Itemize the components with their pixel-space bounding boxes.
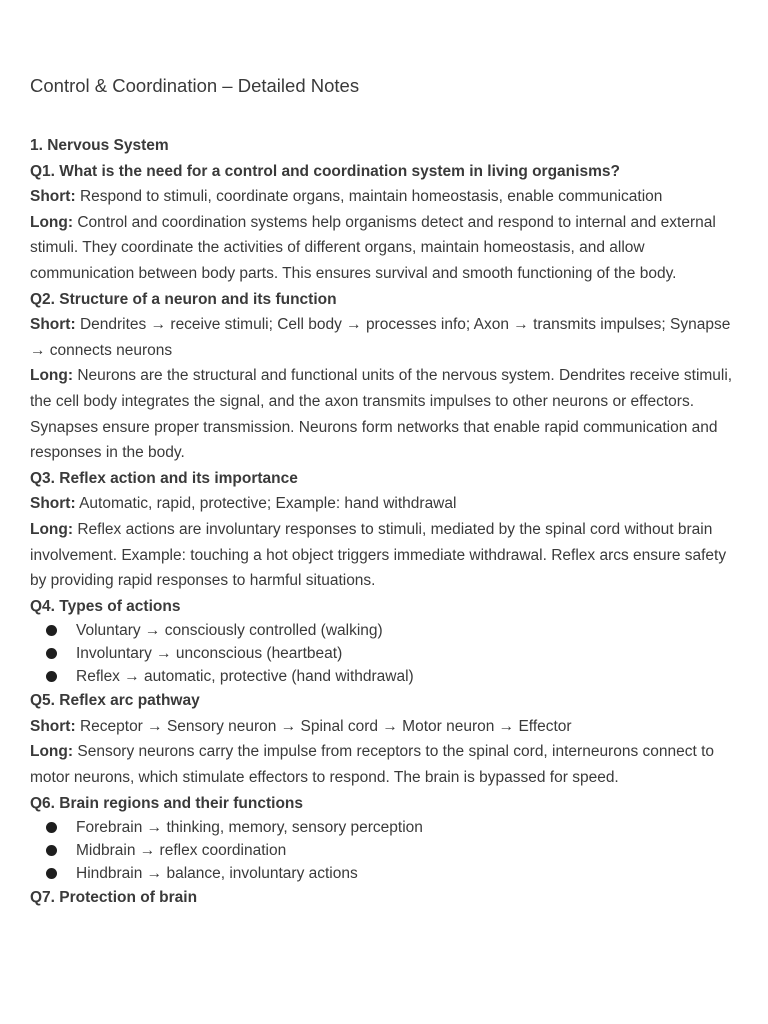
long-text: Neurons are the structural and functional units of the nervous system. Dendrites receive stimuli, the cell body integrates the signal, and the axon transmits impulses to other neurons or effectors. Synapses ensure proper transmission. Neurons form networks that enable rapid communication and responses in the body. (30, 367, 733, 462)
short-answer-q2 (30, 312, 738, 363)
list-item (46, 839, 738, 862)
action-types-list (30, 619, 738, 688)
question-q7: Q7. Protection of brain (30, 889, 198, 907)
question-q6: Q6. Brain regions and their functions (30, 794, 304, 812)
bullet-icon (46, 625, 57, 636)
long-text: Reflex actions are involuntary responses to stimuli, mediated by the spinal cord without brain involvement. Example: touching a hot object triggers immediate withdrawal. Reflex arcs ensure safety by providing rapid responses to harmful situations. (30, 520, 727, 590)
long-text: Sensory neurons carry the impulse from receptors to the spinal cord, interneurons connect to motor neurons, which stimulate effectors to respond. The brain is bypassed for speed. (30, 743, 715, 787)
long-label: Long: (30, 213, 74, 231)
short-label: Short: (30, 717, 76, 735)
question-q1: Q1. What is the need for a control and coordination system in living organisms? (30, 162, 620, 180)
short-text: Receptor → Sensory neuron → Spinal cord → Motor neuron → Effector (79, 717, 572, 735)
short-text: Automatic, rapid, protective; Example: hand withdrawal (79, 495, 457, 513)
list-item-text: Forebrain → thinking, memory, sensory perception (76, 819, 423, 837)
page-title: Control & Coordination – Detailed Notes (30, 75, 360, 96)
short-answer-q1 (30, 184, 738, 210)
list-item (46, 665, 738, 688)
list-item-text: Reflex → automatic, protective (hand withdrawal) (76, 668, 414, 686)
bullet-icon (46, 868, 57, 879)
bullet-icon (46, 845, 57, 856)
list-item (46, 816, 738, 839)
question-q3: Q3. Reflex action and its importance (30, 469, 298, 487)
section-heading: 1. Nervous System (30, 137, 169, 154)
short-label: Short: (30, 188, 76, 206)
long-text: Control and coordination systems help organisms detect and respond to internal and external stimuli. They coordinate the activities of different organs, maintain homeostasis, and allow communication between body parts. This ensures survival and smooth functioning of the body. (30, 213, 716, 282)
list-item-text: Involuntary → unconscious (heartbeat) (76, 645, 343, 663)
bullet-icon (46, 671, 57, 682)
list-item-text: Hindbrain → balance, involuntary actions (76, 865, 358, 883)
question-q2: Q2. Structure of a neuron and its function (30, 290, 337, 308)
long-answer-q2 (30, 363, 738, 465)
long-label: Long: (30, 743, 74, 761)
question-q5: Q5. Reflex arc pathway (30, 692, 200, 710)
short-answer-q3 (30, 491, 738, 517)
long-label: Long: (30, 367, 74, 385)
long-answer-q5 (30, 739, 738, 790)
short-text: Dendrites → receive stimuli; Cell body → processes info; Axon → transmits impulses; Synapse → connects neurons (30, 316, 731, 359)
bullet-icon (46, 822, 57, 833)
short-answer-q5 (30, 714, 738, 740)
list-item-text: Midbrain → reflex coordination (76, 842, 287, 860)
bullet-icon (46, 648, 57, 659)
list-item-text: Voluntary → consciously controlled (walking) (76, 622, 383, 640)
list-item (46, 619, 738, 642)
short-text: Respond to stimuli, coordinate organs, maintain homeostasis, enable communication (79, 188, 663, 206)
short-label: Short: (30, 495, 76, 513)
list-item (46, 642, 738, 665)
brain-regions-list (30, 816, 738, 885)
long-answer-q3 (30, 517, 738, 594)
list-item (46, 862, 738, 885)
long-label: Long: (30, 520, 74, 538)
question-q4: Q4. Types of actions (30, 597, 181, 615)
long-answer-q1 (30, 210, 738, 287)
short-label: Short: (30, 316, 76, 334)
